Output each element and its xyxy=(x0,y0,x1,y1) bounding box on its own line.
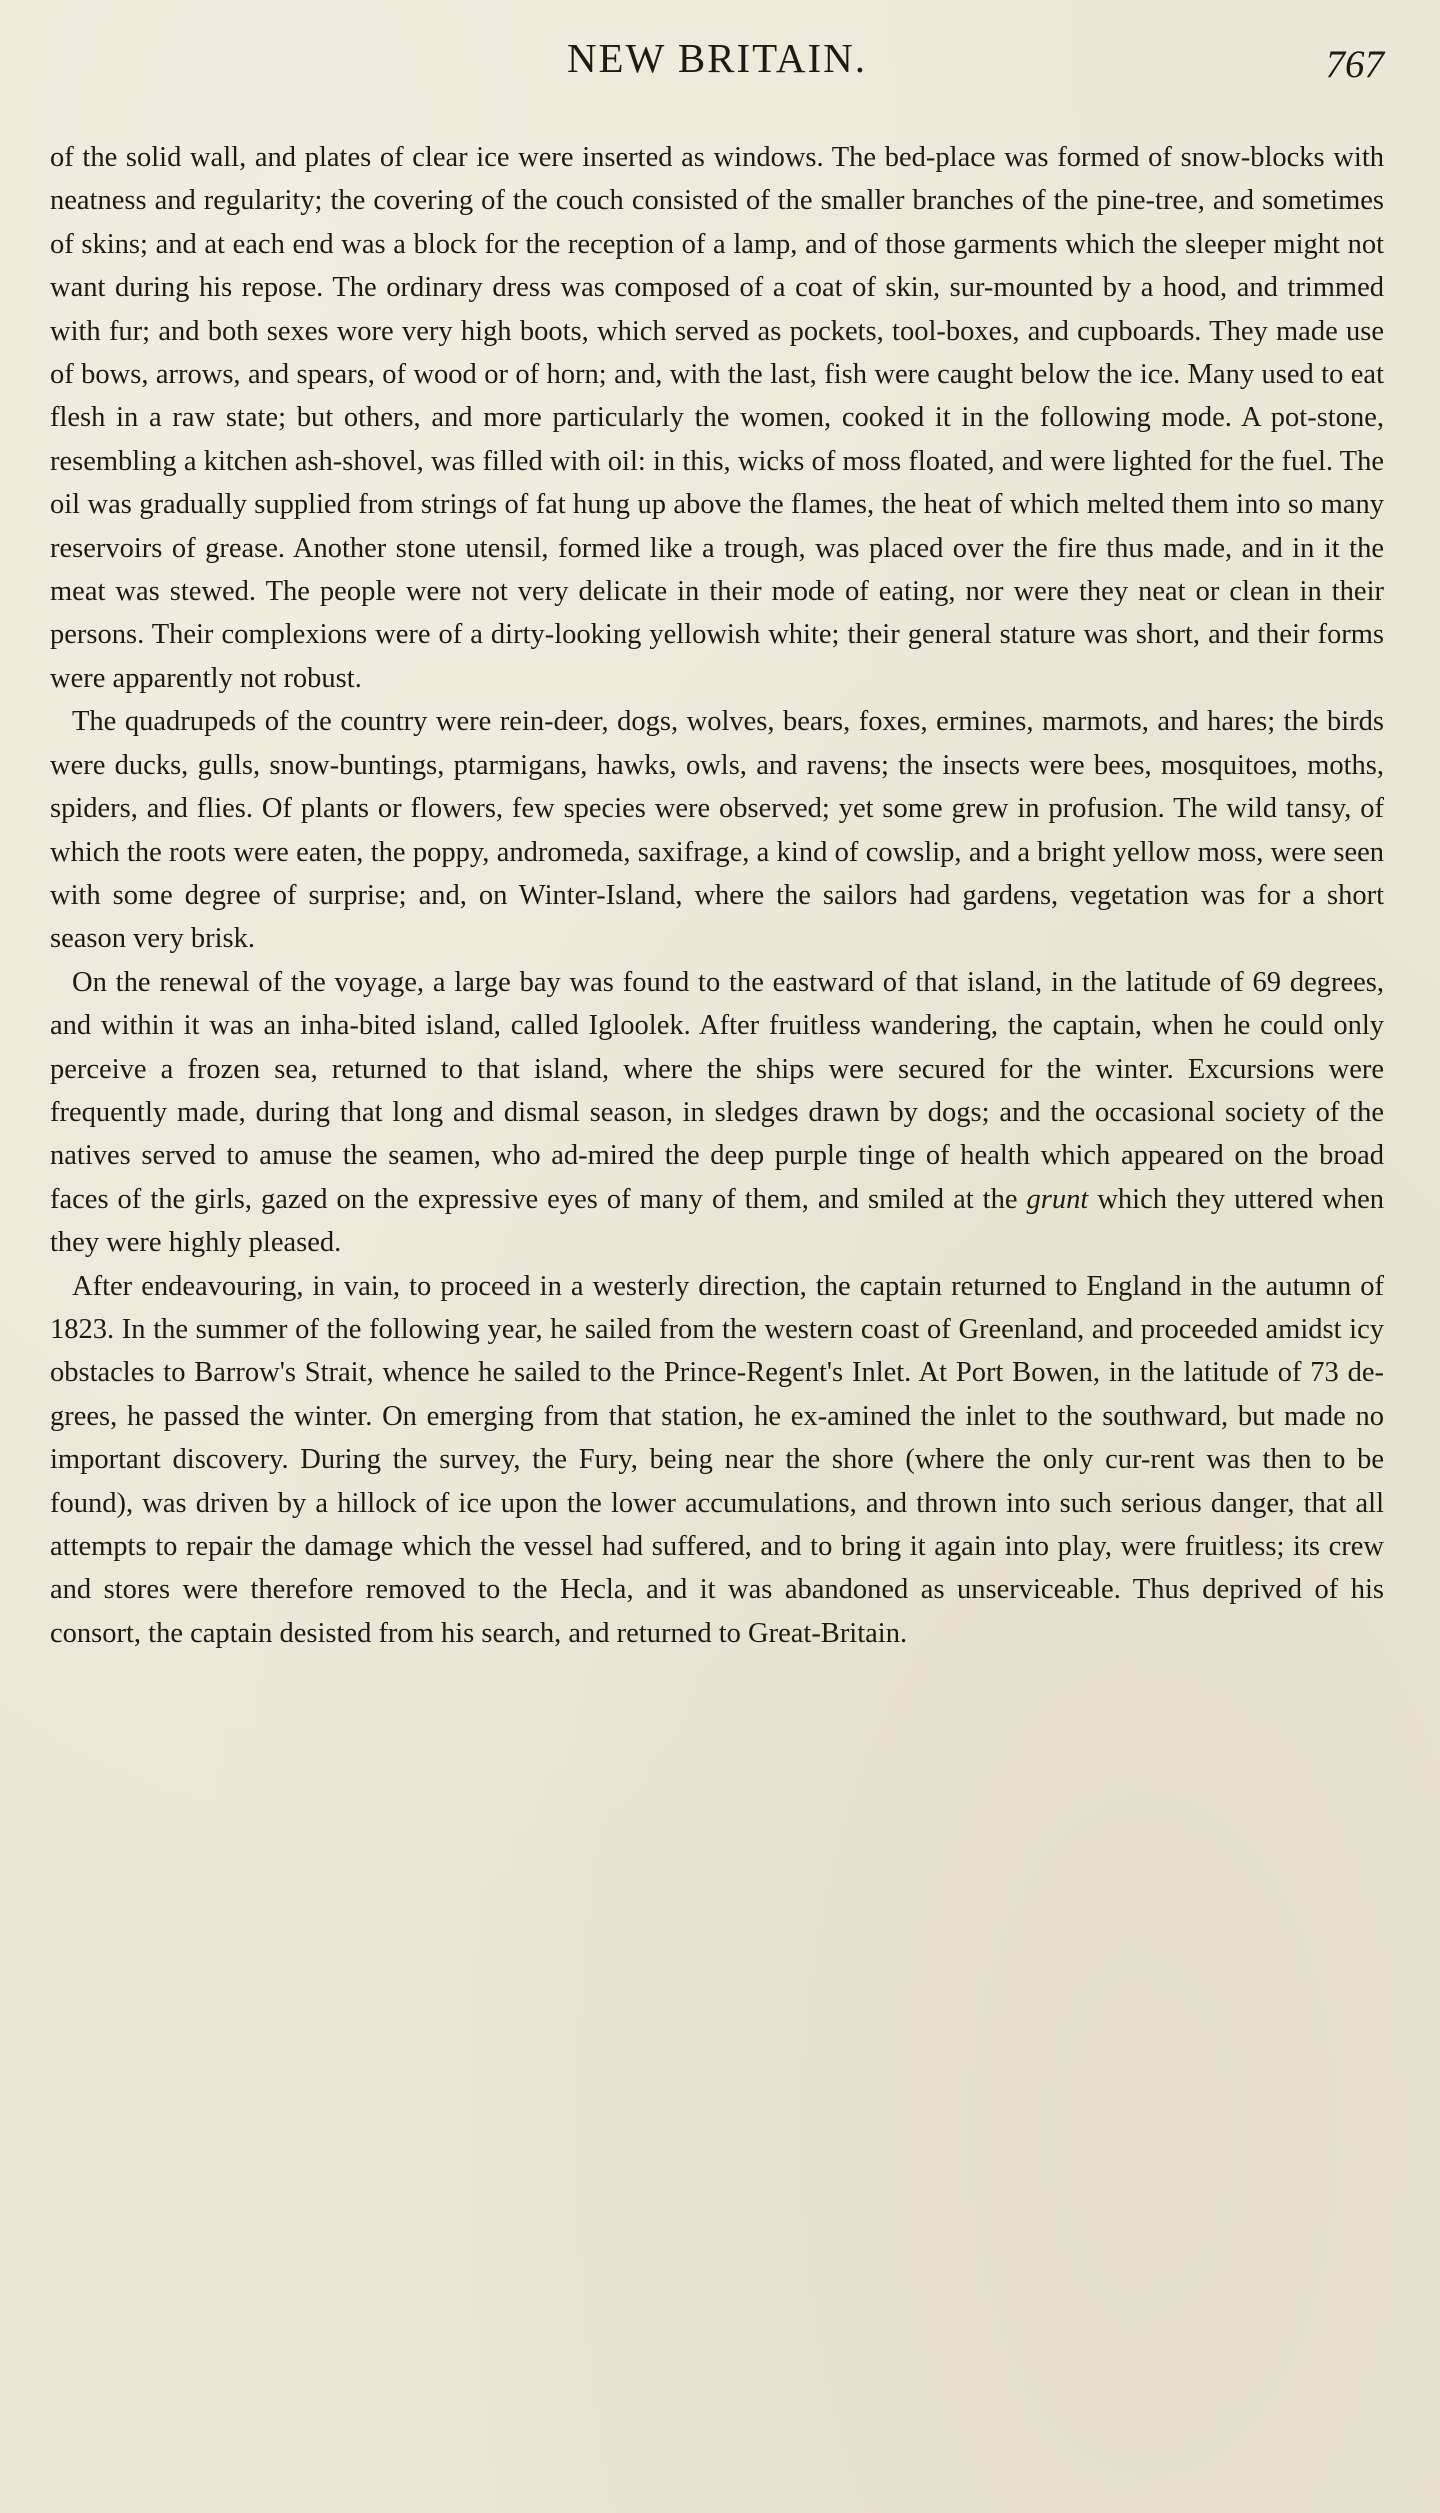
paragraph-4: After endeavouring, in vain, to proceed in a westerly direction, the captain returned to England in the autumn of 1823. In the summer of the following year, he sailed from the western coast of Greenland, and proceeded amidst icy obstacles to Barrow's Strait, whence he sailed to the Prince-Regent's Inlet. At Port Bowen, in the latitude of 73 de-grees, he passed the winter. On emerging from that station, he ex-amined the inlet to the southward, but made no important discovery. During the survey, the Fury, being near the shore (where the only cur-rent was then to be found), was driven by a hillock of ice upon the lower accumulations, and thrown into such serious danger, that all attempts to repair the damage which the vessel had suffered, and to bring it again into play, were fruitless; its crew and stores were therefore removed to the Hecla, and it was abandoned as unserviceable. Thus deprived of his consort, the captain desisted from his search, and returned to Great-Britain. xyxy=(50,1270,1384,1649)
running-head xyxy=(50,34,1384,92)
paragraph-1: of the solid wall, and plates of clear ice were inserted as windows. The bed-place was formed of snow-blocks with neatness and regularity; the covering of the couch consisted of the smaller branches of the pine-tree, and sometimes of skins; and at each end was a block for the reception of a lamp, and of those garments which the sleeper might not want during his repose. The ordinary dress was composed of a coat of skin, sur-mounted by a hood, and trimmed with fur; and both sexes wore very high boots, which served as pockets, tool-boxes, and cupboards. They made use of bows, arrows, and spears, of wood or of horn; and, with the last, fish were caught below the ice. Many used to eat flesh in a raw state; but others, and more particularly the women, cooked it in the following mode. A pot-stone, resembling a kitchen ash-shovel, was filled with oil: in this, wicks of moss floated, and were lighted for the fuel. The oil was gradually supplied from strings of fat hung up above the flames, the heat of which melted them into so many reservoirs of grease. Another stone utensil, formed like a trough, was placed over the fire thus made, and in it the meat was stewed. The people were not very delicate in their mode of eating, nor were they neat or clean in their persons. Their complexions were of a dirty-looking yellowish white; their general stature was short, and their forms were apparently not robust. xyxy=(50,142,1384,694)
paragraph-2: The quadrupeds of the country were rein-deer, dogs, wolves, bears, foxes, ermines, marmots, and hares; the birds were ducks, gulls, snow-buntings, ptarmigans, hawks, owls, and ravens; the insects were bees, mosquitoes, moths, spiders, and flies. Of plants or flowers, few species were observed; yet some grew in profusion. The wild tansy, of which the roots were eaten, the poppy, andromeda, saxifrage, a kind of cowslip, and a bright yellow moss, were seen with some degree of surprise; and, on Winter-Island, where the sailors had gardens, vegetation was for a short season very brisk. xyxy=(50,706,1384,955)
paragraph-3-text-before: On the renewal of the voyage, a large bay was found to the eastward of that island, in the latitude of 69 degrees, and within it was an inha-bited island, called Igloolek. After fruitless wandering, the captain, when he could only perceive a frozen sea, returned to that island, where the ships were secured for the winter. Excursions were frequently made, during that long and dismal season, in sledges drawn by dogs; and the occasional society of the natives served to amuse the seamen, who ad-mired the deep purple tinge of health which appeared on the broad faces of the girls, gazed on the expressive eyes of many of them, and smiled at the xyxy=(50,966,1384,1215)
page-number: 767 xyxy=(1325,43,1384,86)
paragraph-3-italic-word: grunt xyxy=(1026,1183,1089,1215)
running-title: NEW BRITAIN. xyxy=(566,35,868,81)
paragraph-3 xyxy=(50,961,1384,1265)
paragraph-3-text-after: which they uttered when they were highly pleased. xyxy=(50,1183,1384,1259)
body-text xyxy=(50,136,1384,1655)
